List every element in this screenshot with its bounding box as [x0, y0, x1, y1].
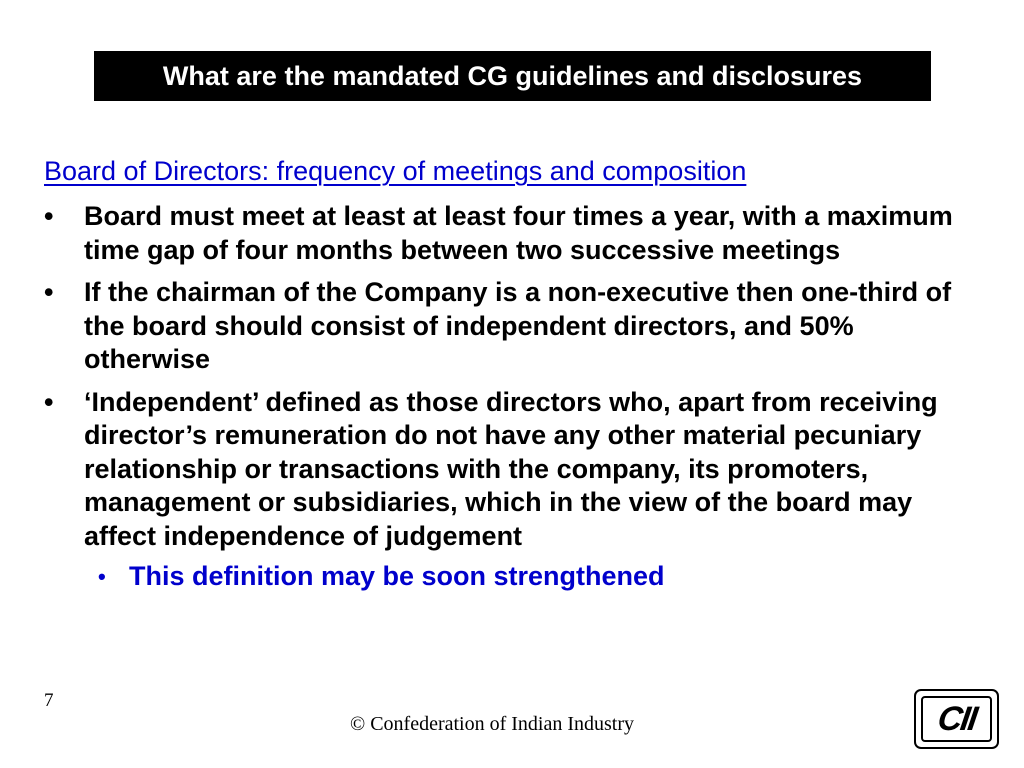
- sub-bullet-text: This definition may be soon strengthened: [129, 561, 665, 591]
- sub-bullet-item: [44, 560, 979, 594]
- cii-logo: [914, 689, 999, 749]
- bullet-item-chairman: [44, 276, 979, 377]
- footer-copyright: © Confederation of Indian Industry: [350, 713, 635, 735]
- cii-logo-frame: [921, 696, 992, 742]
- bullet-list: [44, 200, 979, 594]
- bullet-dot-icon: •: [44, 386, 54, 417]
- section-heading: Board of Directors: frequency of meetings and composition: [44, 156, 747, 186]
- bullet-item-independent-definition: [44, 386, 979, 554]
- bullet-dot-icon: •: [44, 277, 54, 307]
- bullet-item-board-meetings: [44, 200, 979, 267]
- cii-logo-text: CII: [935, 699, 978, 738]
- slide-title: What are the mandated CG guidelines and disclosures: [94, 51, 931, 101]
- bullet-text: Board must meet at least at least four times a year, with a maximum time gap of four months between two successive meetings: [84, 201, 953, 265]
- bullet-text: If the chairman of the Company is a non-executive then one-third of the board should consist of independent directors, and 50% otherwise: [84, 277, 952, 374]
- page-number: 7: [44, 690, 54, 711]
- bullet-dot-icon: •: [44, 201, 54, 231]
- sub-bullet-dot-icon: •: [98, 564, 106, 589]
- bullet-text: ‘Independent’ defined as those directors who, apart from receiving director’s remuneration do not have any other material pecuniary relationship or transactions with the company, its promoters, management or subsidiaries, which in the view of the board may affect independence of judgement: [84, 386, 938, 551]
